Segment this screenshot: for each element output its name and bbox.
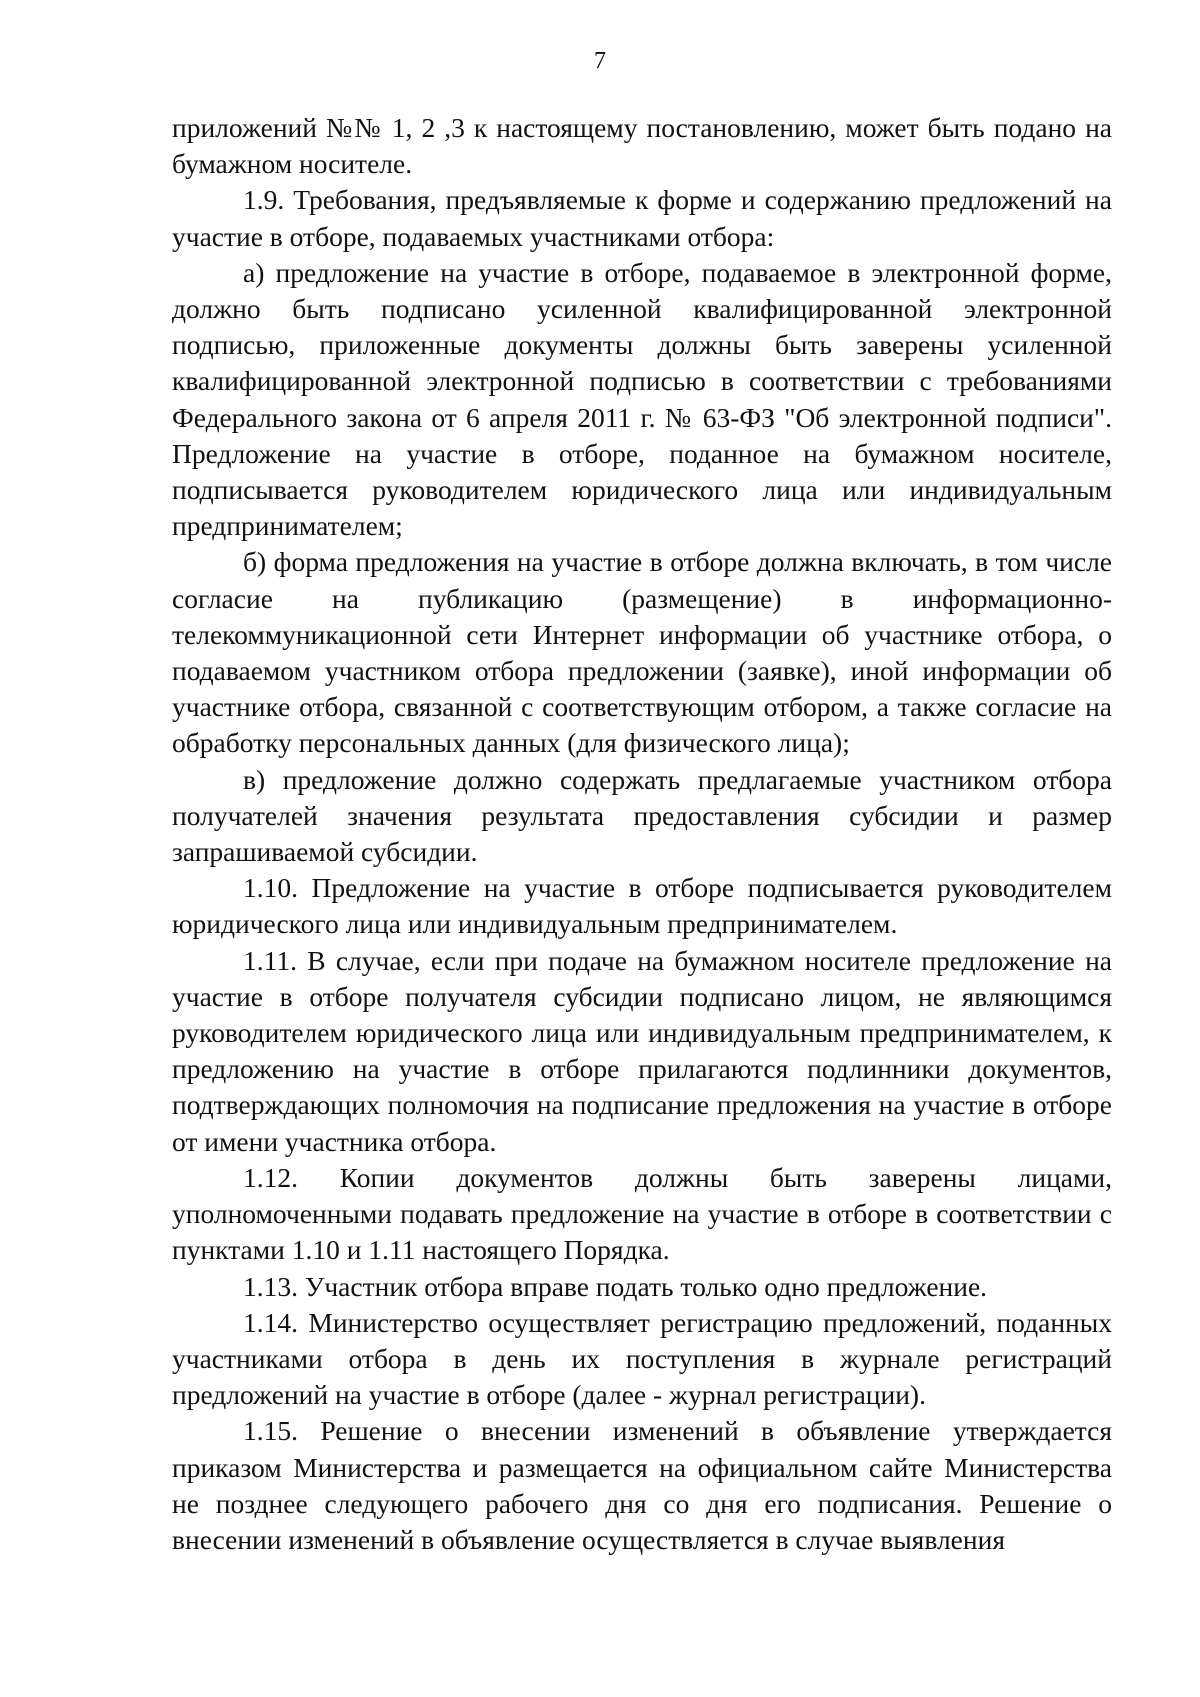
paragraph-1-9: 1.9. Требования, предъявляемые к форме и содержанию предложений на участие в отборе, подаваемых участниками отбора: xyxy=(172,184,1112,252)
paragraph-1-9-v: в) предложение должно содержать предлагаемые участником отбора получателей значения результата предоставления субсидии и размер запрашиваемой субсидии. xyxy=(172,763,1112,868)
page-number: 7 xyxy=(594,48,606,74)
paragraph-1-12: 1.12. Копии документов должны быть заверены лицами, уполномоченными подавать предложение на участие в отборе в соответствии с пунктами 1.10 и 1.11 настоящего Порядка. xyxy=(172,1161,1112,1266)
document-body xyxy=(172,110,1112,1558)
paragraph-1-10: 1.10. Предложение на участие в отборе подписывается руководителем юридического лица или индивидуальным предпринимателем. xyxy=(172,872,1112,940)
paragraph-1-14: 1.14. Министерство осуществляет регистрацию предложений, поданных участниками отбора в день их поступления в журнале регистраций предложений на участие в отборе (далее - журнал регистрации). xyxy=(172,1306,1112,1411)
paragraph-1-9-b: б) форма предложения на участие в отборе должна включать, в том числе согласие на публикацию (размещение) в информационно-телекоммуникационной сети Интернет информации об участнике отбора, о подаваемом участником отбора предложении (заявке), иной информации об участнике отбора, связанной с соответствующим отбором, а также согласие на обработку персональных данных (для физического лица); xyxy=(172,546,1112,759)
paragraph-1-11: 1.11. В случае, если при подаче на бумажном носителе предложение на участие в отборе получателя субсидии подписано лицом, не являющимся руководителем юридического лица или индивидуальным предпринимателем, к предложению на участие в отборе прилагаются подлинники документов, подтверждающих полномочия на подписание предложения на участие в отборе от имени участника отбора. xyxy=(172,944,1112,1157)
paragraph-1-9-a: а) предложение на участие в отборе, подаваемое в электронной форме, должно быть подписано усиленной квалифицированной электронной подписью, приложенные документы должны быть заверены усиленной квалифицированной электронной подписью в соответствии с требованиями Федерального закона от 6 апреля 2011 г. № 63-ФЗ "Об электронной подписи". Предложение на участие в отборе, поданное на бумажном носителе, подписывается руководителем юридического лица или индивидуальным предпринимателем; xyxy=(172,256,1112,542)
paragraph-1-15: 1.15. Решение о внесении изменений в объявление утверждается приказом Министерства и размещается на официальном сайте Министерства не позднее следующего рабочего дня со дня его подписания. Решение о внесении изменений в объявление осуществляется в случае выявления xyxy=(172,1415,1112,1555)
paragraph-continuation: приложений №№ 1, 2 ,3 к настоящему постановлению, может быть подано на бумажном носителе. xyxy=(172,112,1112,180)
paragraph-1-13: 1.13. Участник отбора вправе подать только одно предложение. xyxy=(243,1270,988,1302)
